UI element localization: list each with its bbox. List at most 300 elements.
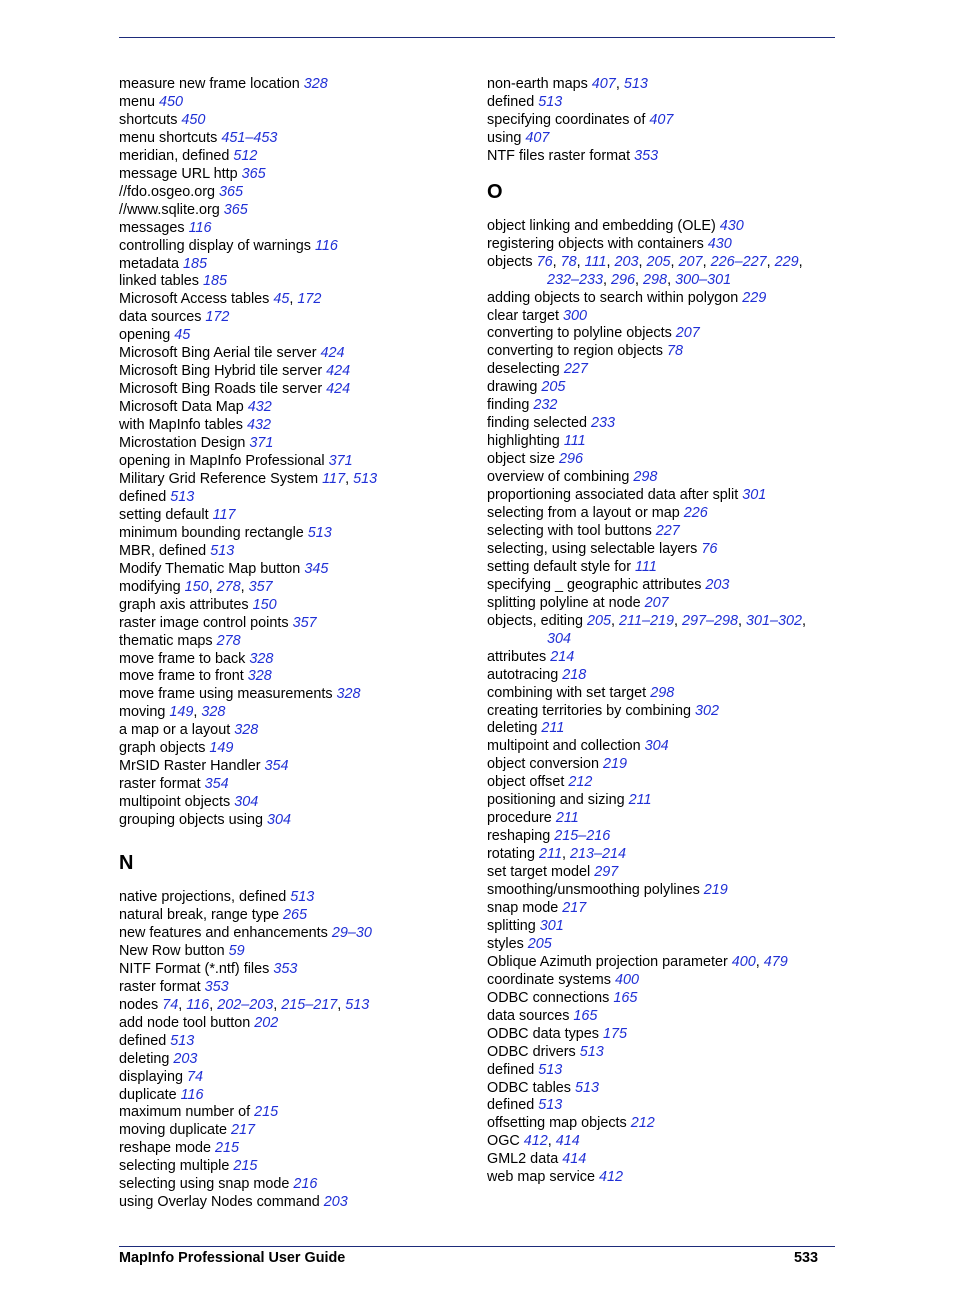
index-term: with MapInfo tables xyxy=(119,417,247,434)
page-link[interactable]: 172 xyxy=(297,291,322,308)
index-term: deleting xyxy=(487,720,542,737)
footer-rule xyxy=(119,1246,835,1247)
page-link[interactable]: 365 xyxy=(219,183,244,200)
page-link[interactable]: 354 xyxy=(204,776,229,793)
page-link[interactable]: 301 xyxy=(539,917,564,934)
index-term: messages xyxy=(119,219,189,236)
index-term: selecting using snap mode xyxy=(119,1176,294,1193)
index-entry xyxy=(487,900,835,918)
page-link[interactable]: 371 xyxy=(328,453,353,470)
page-link[interactable]: 513 xyxy=(170,1032,195,1049)
page-link[interactable]: 116 xyxy=(186,996,210,1013)
index-entry xyxy=(487,792,835,810)
page-link[interactable]: 302 xyxy=(694,702,719,719)
index-entry xyxy=(487,1044,835,1062)
index-term: procedure xyxy=(487,810,556,827)
page-link[interactable]: 353 xyxy=(273,960,298,977)
index-entry xyxy=(119,651,471,669)
index-entry xyxy=(487,738,835,756)
index-term: linked tables xyxy=(119,273,203,290)
index-term: clear target xyxy=(487,307,563,324)
index-term: multipoint and collection xyxy=(487,738,645,755)
page-link[interactable]: 298 xyxy=(643,271,668,288)
page-link[interactable]: 430 xyxy=(719,217,744,234)
page-link[interactable]: 232 xyxy=(533,397,558,414)
index-term: ODBC tables xyxy=(487,1079,575,1096)
index-entry xyxy=(119,525,471,543)
index-entry xyxy=(119,794,471,812)
index-term: setting default xyxy=(119,506,213,523)
index-term: defined xyxy=(487,1097,539,1114)
page-link[interactable]: 227 xyxy=(655,522,680,539)
index-term: natural break, range type xyxy=(119,906,283,923)
page-link[interactable]: 300 xyxy=(563,307,588,324)
page-link[interactable]: 513 xyxy=(170,488,195,505)
index-term: //www.sqlite.org xyxy=(119,201,224,218)
page-link[interactable]: 414 xyxy=(562,1151,587,1168)
index-term: Microsoft Bing Roads tile server xyxy=(119,381,327,398)
index-entry xyxy=(487,451,835,469)
index-entry xyxy=(119,130,471,148)
index-entry xyxy=(487,1115,835,1133)
page-link[interactable]: 45 xyxy=(174,327,191,344)
page-link[interactable]: 233 xyxy=(591,415,616,432)
index-entry xyxy=(119,435,471,453)
page-link[interactable]: 513 xyxy=(623,76,648,92)
index-term: object size xyxy=(487,451,559,468)
footer-page-number: 533 xyxy=(794,1250,819,1266)
index-entry xyxy=(487,720,835,738)
index-term: finding xyxy=(487,397,534,414)
page-link[interactable]: 165 xyxy=(573,1007,598,1024)
index-entry xyxy=(119,740,471,758)
page-link[interactable]: 301–302 xyxy=(746,612,803,629)
page-link[interactable]: 117 xyxy=(212,506,236,523)
index-entry xyxy=(487,685,835,703)
page-link[interactable]: 424 xyxy=(326,363,351,380)
page-link[interactable]: 328 xyxy=(336,686,361,703)
page-link[interactable]: 202 xyxy=(254,1014,279,1031)
index-entry xyxy=(119,94,471,112)
index-entry xyxy=(487,559,835,577)
page-link[interactable]: 215–217 xyxy=(281,996,338,1013)
index-entry xyxy=(487,433,835,451)
page-link[interactable]: 424 xyxy=(326,381,351,398)
index-term: overview of combining xyxy=(487,469,634,486)
page-link[interactable]: 227 xyxy=(563,361,588,378)
page-link[interactable]: 412 xyxy=(598,1169,623,1186)
page-link[interactable]: 451–453 xyxy=(221,129,278,146)
index-entry xyxy=(119,363,471,381)
page-link[interactable]: 513 xyxy=(307,524,332,541)
page-link[interactable]: 212 xyxy=(630,1115,655,1132)
page-link[interactable]: 296 xyxy=(611,271,636,288)
index-term: snap mode xyxy=(487,899,563,916)
index-term: menu shortcuts xyxy=(119,129,222,146)
index-entry xyxy=(487,864,835,882)
index-term: duplicate xyxy=(119,1086,181,1103)
page-link[interactable]: 76 xyxy=(701,540,718,557)
page-link[interactable]: 217 xyxy=(231,1122,256,1139)
index-entry xyxy=(487,505,835,523)
index-term: splitting xyxy=(487,917,540,934)
index-entry xyxy=(487,112,835,130)
page-link[interactable]: 304 xyxy=(234,794,259,811)
page-link[interactable]: 229 xyxy=(742,289,767,306)
index-term: data sources xyxy=(487,1007,574,1024)
page-link[interactable]: 298 xyxy=(633,469,658,486)
page-link[interactable]: 215 xyxy=(215,1140,240,1157)
page-link[interactable]: 513 xyxy=(538,93,563,110)
index-column-left xyxy=(119,76,471,1212)
page-link[interactable]: 400 xyxy=(614,971,639,988)
index-term: thematic maps xyxy=(119,632,217,649)
page-link[interactable]: 165 xyxy=(613,989,638,1006)
page-link[interactable]: 513 xyxy=(538,1061,563,1078)
index-term: controlling display of warnings xyxy=(119,237,315,254)
page-link[interactable]: 207 xyxy=(644,594,669,611)
index-entry xyxy=(487,577,835,595)
page-link[interactable]: 117 xyxy=(322,470,346,487)
index-term: Microsoft Access tables xyxy=(119,291,274,308)
page-link[interactable]: 229 xyxy=(774,253,799,270)
index-term: NTF files raster format xyxy=(487,147,635,164)
page-link[interactable]: 202–203 xyxy=(217,996,274,1013)
page-link[interactable]: 74 xyxy=(187,1068,204,1085)
index-entry: Military Grid Reference System 117, 513 xyxy=(119,470,378,487)
page-link[interactable]: 345 xyxy=(304,560,329,577)
page-link[interactable]: 219 xyxy=(703,882,728,899)
page-link[interactable]: 479 xyxy=(763,953,788,970)
page-link[interactable]: 513 xyxy=(579,1043,604,1060)
index-term: ODBC drivers xyxy=(487,1043,580,1060)
page-link[interactable]: 328 xyxy=(234,722,259,739)
index-entry: 232–233, 296, 298, 300–301 xyxy=(547,271,732,288)
index-term: specifying _ geographic attributes xyxy=(487,576,706,593)
page-link[interactable]: 74 xyxy=(162,996,179,1013)
page-link[interactable]: 185 xyxy=(183,255,208,272)
page-link[interactable]: 450 xyxy=(181,111,206,128)
page-link[interactable]: 116 xyxy=(180,1086,204,1103)
index-entry xyxy=(487,308,835,326)
index-entry xyxy=(119,1176,471,1194)
index-term: New Row button xyxy=(119,942,229,959)
index-term: shortcuts xyxy=(119,111,182,128)
index-term: selecting from a layout or map xyxy=(487,505,684,522)
index-term: opening in MapInfo Professional xyxy=(119,453,329,470)
index-entry xyxy=(119,202,471,220)
page-link[interactable]: 513 xyxy=(345,996,370,1013)
page-link[interactable]: 76 xyxy=(536,253,553,270)
page-link[interactable]: 232–233 xyxy=(547,271,604,288)
index-term: menu xyxy=(119,93,159,110)
index-term: ODBC connections xyxy=(487,989,614,1006)
page-link[interactable]: 298 xyxy=(650,684,675,701)
index-term: using Overlay Nodes command xyxy=(119,1194,324,1211)
page-link[interactable]: 205 xyxy=(541,379,566,396)
page-link[interactable]: 111 xyxy=(634,558,657,575)
index-entry xyxy=(119,166,471,184)
entry-trailing-comma: , xyxy=(802,612,807,629)
index-entry xyxy=(119,943,471,961)
page-link[interactable]: 111 xyxy=(584,253,607,270)
page-link[interactable]: 207 xyxy=(675,325,700,342)
page-link[interactable]: 78 xyxy=(667,343,684,360)
page-link[interactable]: 513 xyxy=(290,889,315,906)
page-link[interactable]: 218 xyxy=(562,666,587,683)
index-term: smoothing/unsmoothing polylines xyxy=(487,882,704,899)
index-entry xyxy=(487,236,835,254)
index-term: //fdo.osgeo.org xyxy=(119,183,220,200)
index-entry xyxy=(487,936,835,954)
section-letter: O xyxy=(487,180,503,203)
page-link[interactable]: 365 xyxy=(223,201,248,218)
page-link[interactable]: 78 xyxy=(560,253,577,270)
page-link[interactable]: 407 xyxy=(591,76,616,92)
index-entry xyxy=(119,561,471,579)
index-entry xyxy=(487,1008,835,1026)
page-link[interactable]: 226–227 xyxy=(710,253,767,270)
index-term: move frame to front xyxy=(119,668,248,685)
index-entry xyxy=(487,631,835,649)
page-link[interactable]: 226 xyxy=(683,505,708,522)
page-link[interactable]: 207 xyxy=(678,253,703,270)
page-link[interactable]: 513 xyxy=(574,1079,599,1096)
index-term: selecting with tool buttons xyxy=(487,522,656,539)
index-term: a map or a layout xyxy=(119,722,235,739)
page-link[interactable]: 172 xyxy=(205,309,230,326)
index-entry xyxy=(487,343,835,361)
index-entry xyxy=(119,148,471,166)
index-entry xyxy=(119,1033,471,1051)
index-entry xyxy=(119,961,471,979)
page-link[interactable]: 185 xyxy=(203,273,228,290)
page-link[interactable]: 278 xyxy=(216,632,241,649)
page-link[interactable]: 217 xyxy=(562,899,587,916)
page-link[interactable]: 300–301 xyxy=(675,271,732,288)
index-entry xyxy=(487,667,835,685)
index-term: nodes xyxy=(119,996,163,1013)
index-entry xyxy=(119,1069,471,1087)
page-link[interactable]: 214 xyxy=(550,648,575,665)
index-term: creating territories by combining xyxy=(487,702,695,719)
index-term: objects, editing xyxy=(487,612,587,629)
page-link[interactable]: 513 xyxy=(210,542,235,559)
index-entry xyxy=(487,415,835,433)
index-entry xyxy=(119,925,471,943)
index-term: set target model xyxy=(487,864,595,881)
index-entry xyxy=(119,686,471,704)
index-term: Microsoft Bing Aerial tile server xyxy=(119,345,321,362)
page-link[interactable]: 205 xyxy=(587,612,612,629)
index-term: OGC xyxy=(487,1133,524,1150)
page-link[interactable]: 328 xyxy=(249,650,274,667)
index-entry xyxy=(487,918,835,936)
page-link[interactable]: 175 xyxy=(602,1025,627,1042)
page-link[interactable]: 212 xyxy=(568,774,593,791)
page-link[interactable]: 219 xyxy=(603,756,628,773)
index-entry xyxy=(119,76,471,94)
page-link[interactable]: 215 xyxy=(254,1104,279,1121)
page-link[interactable]: 297–298 xyxy=(681,612,739,629)
index-term: measure new frame location xyxy=(119,76,304,92)
index-term: styles xyxy=(487,935,528,952)
page-link[interactable]: 278 xyxy=(216,578,241,595)
index-term: deselecting xyxy=(487,361,564,378)
index-term: graph objects xyxy=(119,740,210,757)
index-entry xyxy=(487,1026,835,1044)
index-entry xyxy=(119,979,471,997)
index-entry xyxy=(487,325,835,343)
page-link[interactable]: 116 xyxy=(188,219,212,236)
page-link[interactable]: 430 xyxy=(707,235,732,252)
page-link[interactable]: 211 xyxy=(555,810,579,827)
page-link[interactable]: 407 xyxy=(525,129,550,146)
page-link[interactable]: 357 xyxy=(292,614,317,631)
header-rule xyxy=(119,37,835,38)
page-link[interactable]: 304 xyxy=(644,738,669,755)
page-link[interactable]: 296 xyxy=(559,451,584,468)
index-entry xyxy=(119,1194,471,1212)
page-link[interactable]: 304 xyxy=(267,812,292,829)
page-link[interactable]: 111 xyxy=(563,433,586,450)
page-link[interactable]: 203 xyxy=(173,1050,198,1067)
index-entry xyxy=(119,327,471,345)
index-entry xyxy=(119,1087,471,1105)
page-link[interactable]: 297 xyxy=(594,864,619,881)
page-link[interactable]: 116 xyxy=(314,237,338,254)
page-link[interactable]: 149 xyxy=(169,704,194,721)
index-term: GML2 data xyxy=(487,1151,563,1168)
index-term: drawing xyxy=(487,379,542,396)
page-link[interactable]: 357 xyxy=(248,578,273,595)
page-link[interactable]: 215 xyxy=(233,1158,258,1175)
page-link[interactable]: 328 xyxy=(201,704,226,721)
page-link[interactable]: 150 xyxy=(252,596,277,613)
page-link[interactable]: 213–214 xyxy=(569,846,626,863)
footer-book-title: MapInfo Professional User Guide xyxy=(119,1250,346,1266)
page-link[interactable]: 211–219 xyxy=(619,612,674,629)
page-link[interactable]: 365 xyxy=(241,165,266,182)
page-link[interactable]: 450 xyxy=(159,93,184,110)
index-term: Microstation Design xyxy=(119,435,250,452)
index-entry xyxy=(119,1104,471,1122)
index-term: proportioning associated data after split xyxy=(487,487,743,504)
page-link[interactable]: 59 xyxy=(228,942,245,959)
index-term: raster image control points xyxy=(119,614,293,631)
index-term: setting default style for xyxy=(487,558,635,575)
page-link[interactable]: 211 xyxy=(628,792,652,809)
page-link[interactable]: 205 xyxy=(527,935,552,952)
page-link[interactable]: 304 xyxy=(547,630,572,647)
index-term: registering objects with containers xyxy=(487,235,708,252)
page-link[interactable]: 203 xyxy=(705,576,730,593)
page-link[interactable]: 328 xyxy=(303,76,328,92)
index-term: defined xyxy=(119,488,171,505)
index-entry: objects, editing 205, 211–219, 297–298, 301–302, xyxy=(487,612,807,629)
page-link[interactable]: 203 xyxy=(614,253,639,270)
index-entry xyxy=(487,595,835,613)
page-link[interactable]: 29–30 xyxy=(331,924,372,941)
index-term: object conversion xyxy=(487,756,603,773)
index-entry xyxy=(487,397,835,415)
index-term: adding objects to search within polygon xyxy=(487,289,743,306)
index-entry xyxy=(119,399,471,417)
index-term: object linking and embedding (OLE) xyxy=(487,217,720,234)
page-link[interactable]: 432 xyxy=(247,399,272,416)
index-entry xyxy=(119,453,471,471)
page-link[interactable]: 265 xyxy=(283,906,308,923)
page-link[interactable]: 149 xyxy=(209,740,234,757)
page-link[interactable]: 328 xyxy=(247,668,272,685)
index-term: objects xyxy=(487,253,537,270)
index-entry xyxy=(119,889,471,907)
index-entry xyxy=(487,1080,835,1098)
page-link[interactable]: 353 xyxy=(204,978,229,995)
index-term: native projections, defined xyxy=(119,889,291,906)
index-term: displaying xyxy=(119,1068,187,1085)
index-entry xyxy=(487,774,835,792)
index-entry xyxy=(487,541,835,559)
index-entry xyxy=(119,543,471,561)
page-link[interactable]: 215–216 xyxy=(554,828,611,845)
index-term: selecting, using selectable layers xyxy=(487,540,702,557)
index-entry xyxy=(487,756,835,774)
page-link[interactable]: 512 xyxy=(233,147,258,164)
page-link[interactable]: 45 xyxy=(273,291,290,308)
index-entry: nodes 74, 116, 202–203, 215–217, 513 xyxy=(119,996,370,1013)
index-entry xyxy=(487,990,835,1008)
index-entry xyxy=(487,1151,835,1169)
page-link[interactable]: 407 xyxy=(649,111,674,128)
section-letter: N xyxy=(119,852,134,875)
page-link[interactable]: 301 xyxy=(742,487,767,504)
index-entry xyxy=(119,597,471,615)
index-term: web map service xyxy=(487,1169,599,1186)
page-link[interactable]: 205 xyxy=(646,253,671,270)
page-link[interactable]: 150 xyxy=(184,578,209,595)
index-term: combining with set target xyxy=(487,684,651,701)
index-entry xyxy=(119,273,471,291)
index-entry xyxy=(119,1015,471,1033)
page-link[interactable]: 513 xyxy=(538,1097,563,1114)
index-entry xyxy=(119,758,471,776)
page-link[interactable]: 513 xyxy=(353,470,378,487)
page-link[interactable]: 414 xyxy=(555,1133,580,1150)
page-link[interactable]: 216 xyxy=(293,1176,318,1193)
page-link[interactable]: 371 xyxy=(249,435,274,452)
page-link[interactable]: 354 xyxy=(264,758,289,775)
index-term: Military Grid Reference System xyxy=(119,470,323,487)
page-link[interactable]: 412 xyxy=(523,1133,548,1150)
page-link[interactable]: 203 xyxy=(323,1194,348,1211)
index-term: raster format xyxy=(119,776,205,793)
page-link[interactable]: 353 xyxy=(634,147,659,164)
page-link[interactable]: 424 xyxy=(320,345,345,362)
index-term: attributes xyxy=(487,648,551,665)
index-entry xyxy=(487,361,835,379)
index-entry: OGC 412, 414 xyxy=(487,1133,580,1150)
page-link[interactable]: 211 xyxy=(539,846,562,863)
index-term: object offset xyxy=(487,774,569,791)
index-term: splitting polyline at node xyxy=(487,594,645,611)
index-entry: rotating 211, 213–214 xyxy=(487,846,626,863)
page-link[interactable]: 211 xyxy=(541,720,565,737)
index-entry xyxy=(487,1097,835,1115)
page-link[interactable]: 400 xyxy=(731,953,756,970)
index-term: graph axis attributes xyxy=(119,596,253,613)
page-link[interactable]: 432 xyxy=(246,417,271,434)
